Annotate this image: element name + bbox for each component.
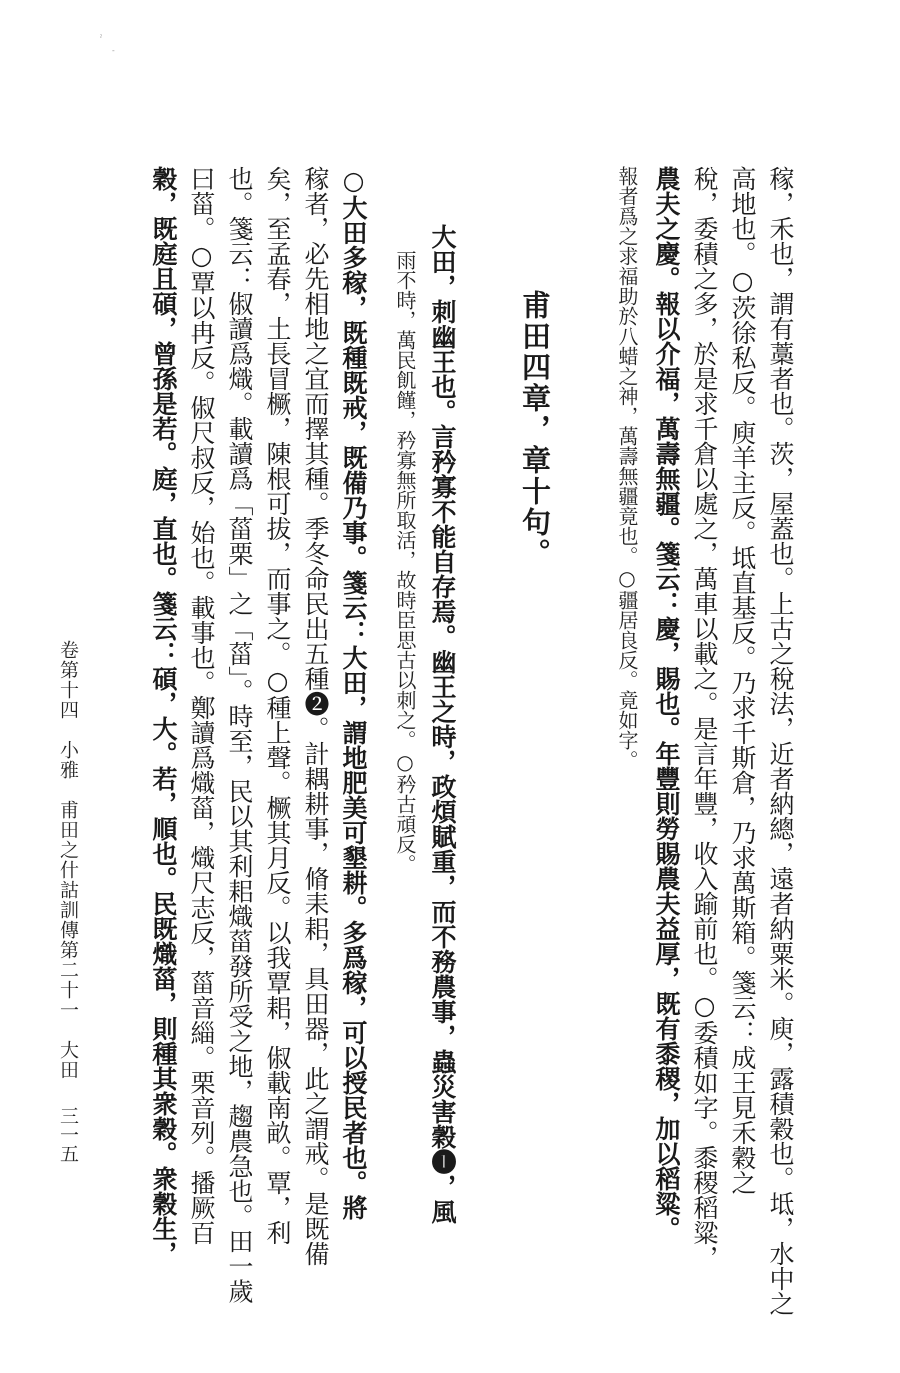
text-column-8: ○大田多稼，既種既戒，既備乃事。箋云：大田，謂地肥美可墾耕。多爲稼，可以授民者也。將: [339, 166, 368, 1220]
text-column-9: 稼者，必先相地之宜而擇其種。季冬命民出五種❷。計耦耕事，脩耒耜，具田器，此之謂戒。是既備: [301, 166, 330, 1266]
running-header: 卷第十四 小雅 甫田之什詁訓傳第二十一 大田: [57, 640, 79, 1080]
text-column-preface-1: 大田，刺幽王也。言矜寡不能自存焉。幽王之時，政煩賦重，而不務農事，蟲災害穀❶，風: [428, 224, 457, 1224]
text-column-1: 稼，禾也，謂有藁者也。茨，屋蓋也。上古之稅法，近者納總，遠者納粟米。庾，露積穀也。坻，水中之: [766, 166, 795, 1316]
text-column-11: 也。箋云：俶讀爲熾。載讀爲「菑栗」之「菑」。時至，民以其利耜熾菑發所受之地，趨農急也。田一歲: [225, 166, 254, 1304]
text-column-10: 矣，至孟春，土長冒橛，陳根可拔，而事之。○種上聲。橛其月反。以我覃耜，俶載南畝。覃，利: [263, 166, 292, 1245]
text-column-3: 稅，委積之多，於是求千倉以處之，萬車以載之。是言年豐，收入踰前也。○委積如字。黍稷稻粱，: [690, 166, 719, 1270]
text-column-preface-2: 雨不時，萬民飢饉，矜寡無所取活，故時臣思古以刺之。○矜古頑反。: [393, 250, 417, 874]
text-column-13: 穀，既庭且碩，曾孫是若。庭，直也。箋云：碩，大。若，順也。民既熾菑，則種其衆穀。衆穀生，: [149, 166, 178, 1266]
page-number: 三一五: [57, 1106, 79, 1163]
text-column-2: 高地也。○茨徐私反。庾羊主反。坻直基反。乃求千斯倉，乃求萬斯箱。箋云：成王見禾穀之: [728, 166, 757, 1195]
text-column-4: 農夫之慶。報以介福，萬壽無疆。箋云：慶，賜也。年豐則勞賜農夫益厚，既有黍稷，加以稻粱。: [652, 166, 681, 1241]
scan-speck: -: [112, 46, 115, 55]
text-column-12: 曰菑。○覃以冉反。俶尺叔反，始也。載事也。鄭讀爲熾菑，熾尺志反，菑音緇。栗音列。播厥百: [187, 166, 216, 1245]
scan-speck: ˀ: [100, 34, 103, 43]
text-column-5: 報者爲之求福助於八蜡之神，萬壽無疆竟也。○疆居良反。竟如字。: [615, 166, 639, 770]
section-title-futian-summary: 甫田四章，章十句。: [518, 290, 552, 569]
